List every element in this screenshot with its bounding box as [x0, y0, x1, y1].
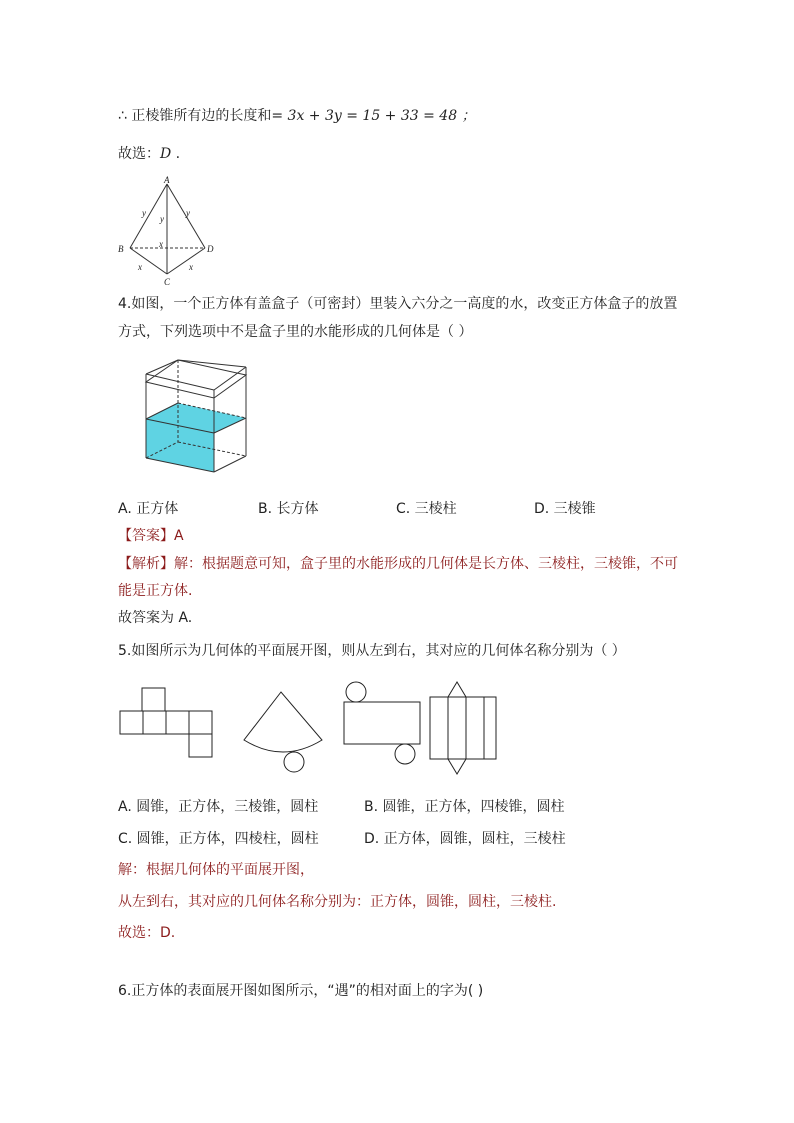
- q4-answer: 【答案】A: [118, 528, 184, 544]
- label-D: D: [207, 244, 214, 254]
- label-C: C: [164, 277, 171, 287]
- label-y-right: y: [186, 208, 190, 218]
- q4-conclusion: 故答案为 A.: [118, 610, 193, 626]
- q5-solution-2: 从左到右，其对应的几何体名称分别为：正方体，圆锥，圆柱，三棱柱.: [118, 894, 557, 910]
- q4-analysis-1: 【解析】解：根据题意可知，盒子里的水能形成的几何体是长方体、三棱柱，三棱锥，不可: [118, 556, 678, 572]
- q5-option-c: C. 圆锥，正方体，四棱柱，圆柱: [118, 831, 319, 847]
- nets-figure: [118, 682, 538, 782]
- q5-option-a: A. 圆锥，正方体，三棱锥，圆柱: [118, 799, 319, 815]
- q5-option-d: D. 正方体，圆锥，圆柱，三棱柱: [364, 831, 566, 847]
- prism-net: [430, 682, 496, 774]
- label-x-left: x: [138, 262, 142, 272]
- q4-stem-1: 4.如图，一个正方体有盖盒子（可密封）里装入六分之一高度的水，改变正方体盒子的放置: [118, 296, 678, 312]
- label-y-left: y: [142, 208, 146, 218]
- label-x-right: x: [189, 262, 193, 272]
- q5-solution-1: 解：根据几何体的平面展开图，: [118, 862, 314, 878]
- label-A: A: [164, 175, 170, 185]
- cube-net: [120, 688, 212, 757]
- q6-stem: 6.正方体的表面展开图如图所示，“遇”的相对面上的字为( ): [118, 983, 484, 999]
- q4-option-d: D. 三棱锥: [534, 501, 596, 517]
- q3-choose: [118, 144, 180, 164]
- q5-option-b: B. 圆锥，正方体，四棱锥，圆柱: [364, 799, 565, 815]
- q4-option-b: B. 长方体: [258, 501, 319, 517]
- sum-prefix: ∴ 正棱锥所有边的长度和: [118, 108, 272, 124]
- q4-option-a: A. 正方体: [118, 501, 179, 517]
- q4-stem-2: 方式，下列选项中不是盒子里的水能形成的几何体是（ ）: [118, 324, 473, 340]
- cone-net: [244, 692, 322, 772]
- label-y-mid: y: [160, 214, 164, 224]
- cube-water-figure: [140, 360, 280, 490]
- label-x-mid: x: [159, 239, 163, 249]
- cylinder-net: [344, 682, 420, 764]
- choose-label: 故选：: [118, 146, 160, 162]
- sum-formula: = 3x + 3y = 15 + 33 = 48 ；: [271, 108, 476, 124]
- q4-option-c: C. 三棱柱: [396, 501, 457, 517]
- q5-stem: 5.如图所示为几何体的平面展开图，则从左到右，其对应的几何体名称分别为（ ）: [118, 643, 626, 659]
- choose-end: .: [171, 146, 181, 162]
- q4-analysis-2: 能是正方体.: [118, 583, 193, 599]
- label-B: B: [118, 244, 124, 254]
- q5-choose: 故选：D.: [118, 925, 176, 941]
- choose-answer: D: [160, 146, 172, 162]
- sum-line: [118, 106, 476, 126]
- pyramid-figure: [115, 176, 235, 286]
